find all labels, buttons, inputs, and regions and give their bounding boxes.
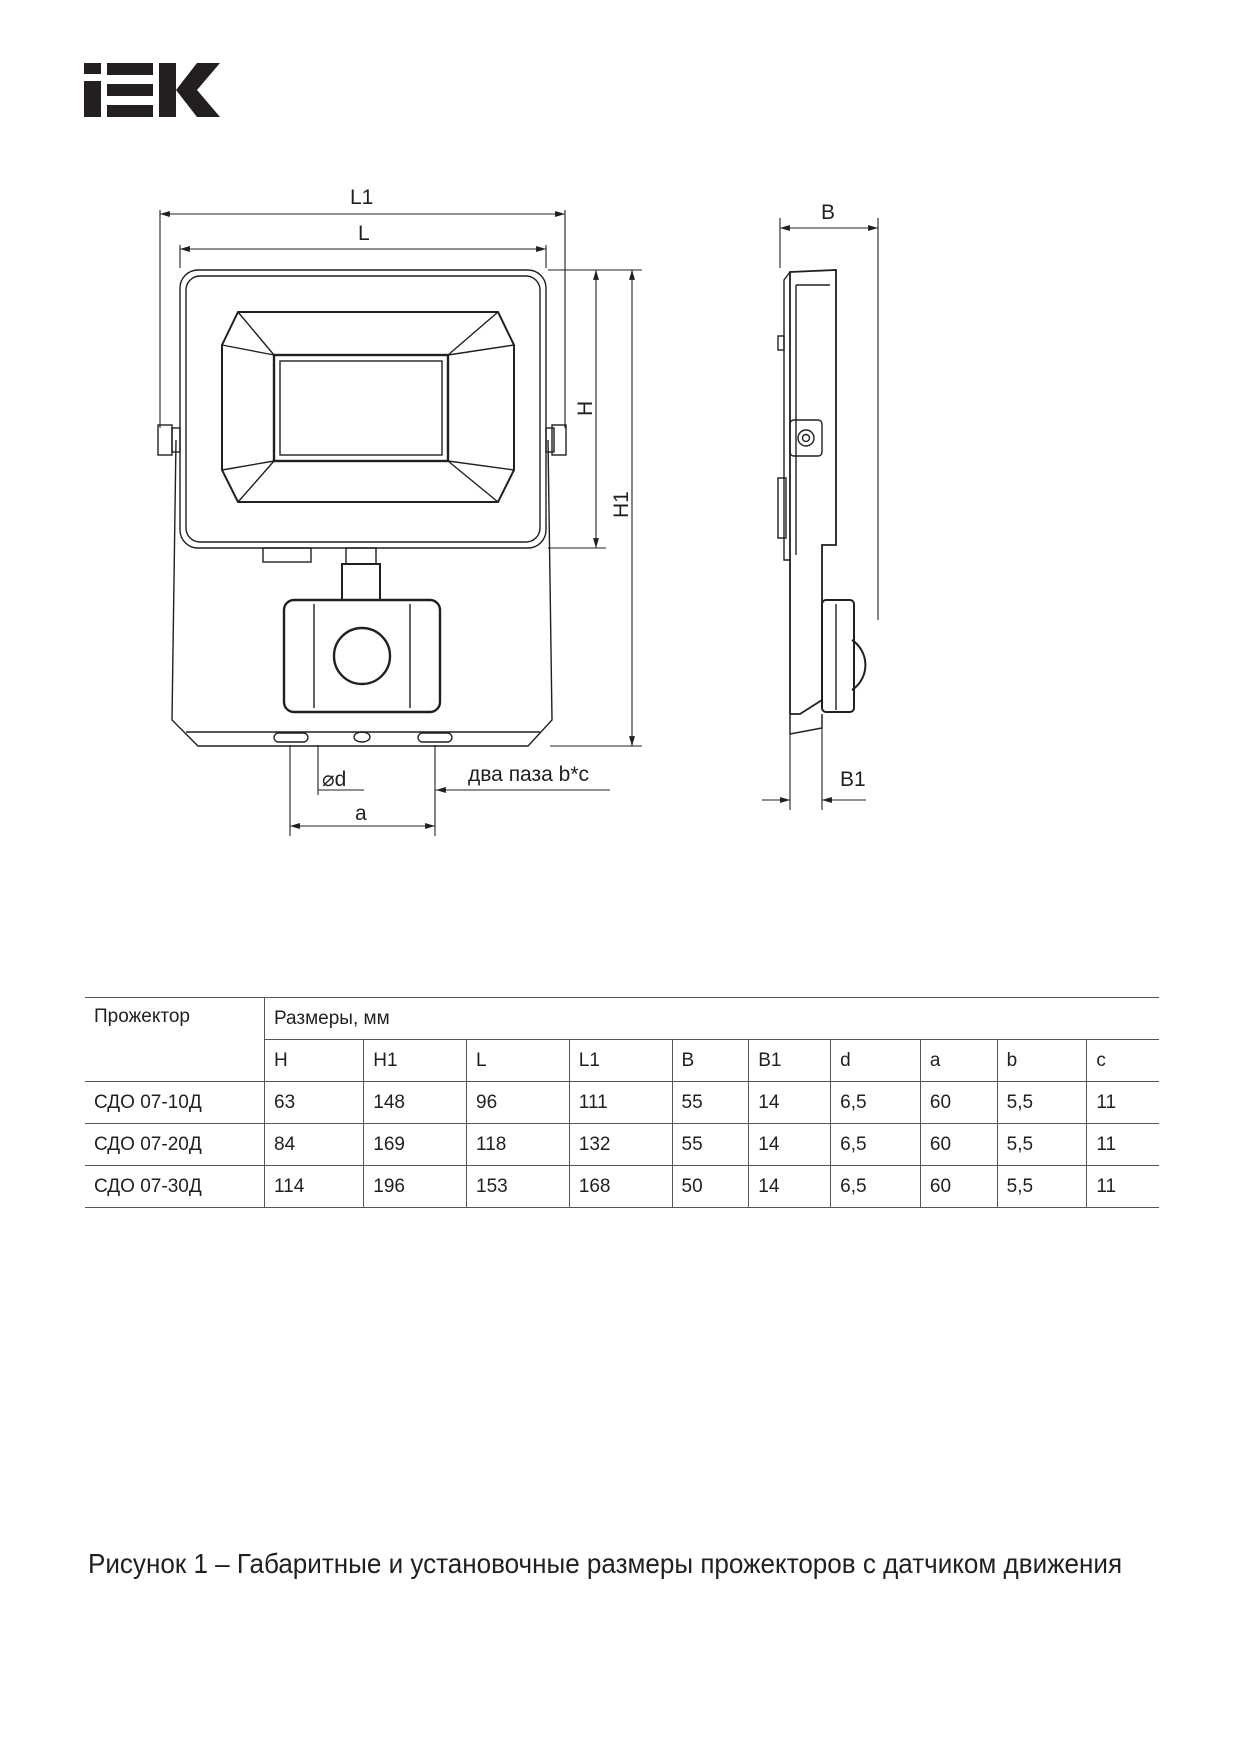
table-row [85,1166,1159,1208]
cell: 5,5 [997,1082,1087,1124]
label-d: ⌀d [322,768,347,791]
label-a: a [355,802,367,825]
cell: 168 [569,1166,672,1208]
cell: 132 [569,1124,672,1166]
sensor-lens [334,628,390,684]
row-name: СДО 07-30Д [85,1166,265,1208]
cell: 63 [265,1082,364,1124]
dimensions-table [85,997,1159,1208]
label-L1: L1 [350,186,374,209]
cell: 118 [467,1124,570,1166]
cell: 11 [1087,1166,1159,1208]
cell: 6,5 [831,1082,921,1124]
table-row [85,1124,1159,1166]
label-B: B [821,201,836,224]
cell: 114 [265,1166,364,1208]
cell: 148 [364,1082,467,1124]
cell: 55 [672,1124,749,1166]
cell: 153 [467,1166,570,1208]
cell: 96 [467,1082,570,1124]
col-header: H1 [364,1040,467,1082]
cell: 14 [749,1082,831,1124]
label-B1: B1 [840,768,866,791]
col-header: d [831,1040,921,1082]
cell: 60 [920,1166,997,1208]
cell: 55 [672,1082,749,1124]
label-H1: H1 [610,491,633,518]
cell: 60 [920,1124,997,1166]
col-header: c [1087,1040,1159,1082]
header-dims: Размеры, мм [265,998,1160,1040]
col-header: L [467,1040,570,1082]
cell: 5,5 [997,1166,1087,1208]
col-header: H [265,1040,364,1082]
cell: 111 [569,1082,672,1124]
cell: 14 [749,1166,831,1208]
col-header: a [920,1040,997,1082]
label-L: L [358,222,370,245]
row-name: СДО 07-20Д [85,1124,265,1166]
cell: 196 [364,1166,467,1208]
figure-caption: Рисунок 1 – Габаритные и установочные размеры прожекторов с датчиком движения [88,1548,1123,1579]
col-header: b [997,1040,1087,1082]
row-name: СДО 07-10Д [85,1082,265,1124]
cell: 6,5 [831,1166,921,1208]
col-header: L1 [569,1040,672,1082]
cell: 5,5 [997,1124,1087,1166]
header-product: Прожектор [85,998,265,1082]
cell: 14 [749,1124,831,1166]
label-slots: два паза b*c [468,763,589,786]
cell: 60 [920,1082,997,1124]
table-row [85,1082,1159,1124]
cell: 50 [672,1166,749,1208]
cell: 169 [364,1124,467,1166]
cell: 6,5 [831,1124,921,1166]
cell: 84 [265,1124,364,1166]
sensor-body [284,600,440,712]
cell: 11 [1087,1082,1159,1124]
cell: 11 [1087,1124,1159,1166]
col-header: B [672,1040,749,1082]
label-H: H [574,400,597,416]
col-header: B1 [749,1040,831,1082]
